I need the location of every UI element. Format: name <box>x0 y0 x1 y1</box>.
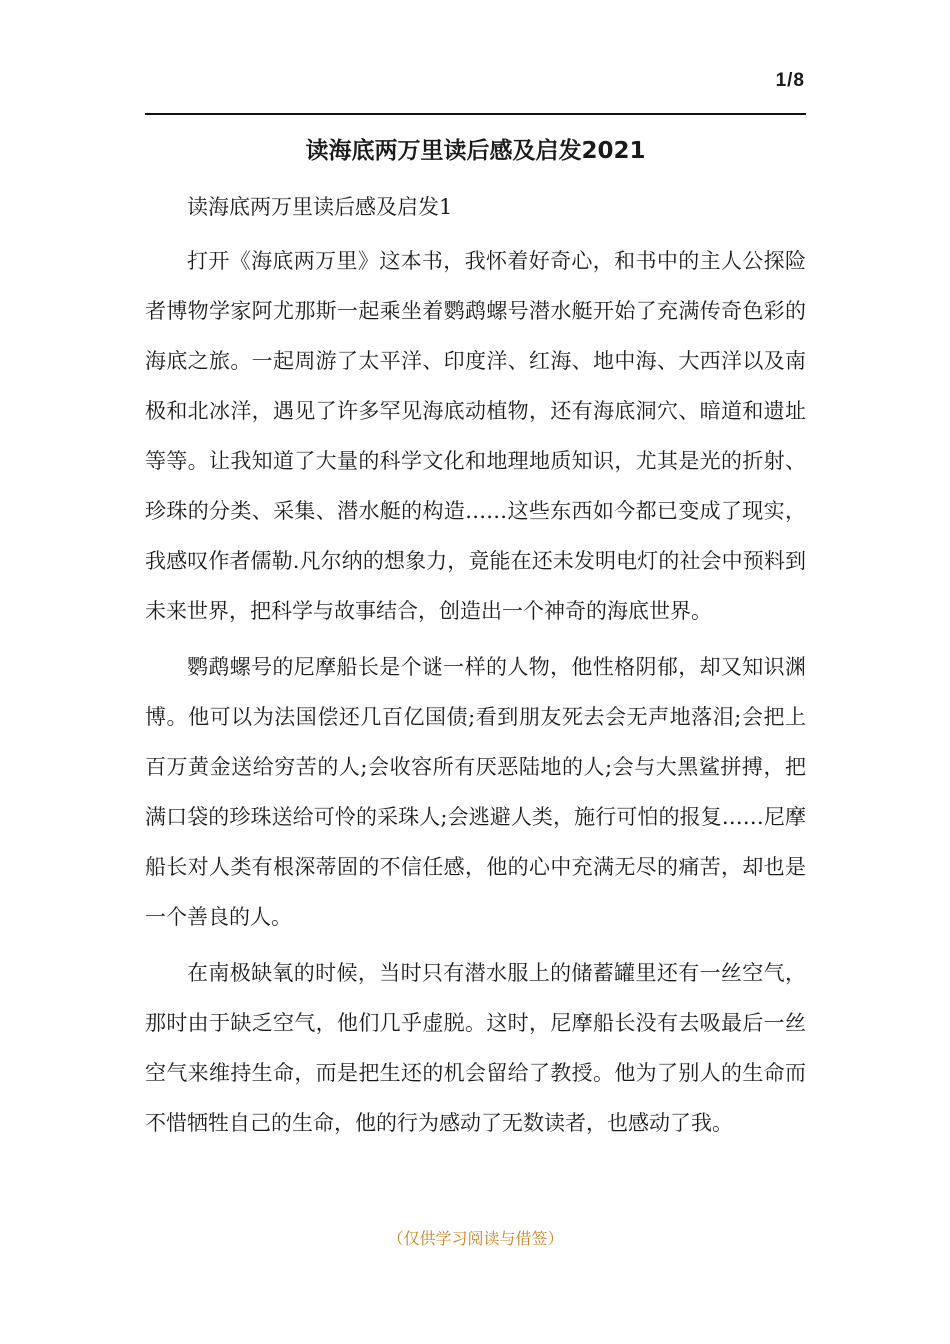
document-body <box>145 182 806 1154</box>
paragraph-2: 鹦鹉螺号的尼摩船长是个谜一样的人物，他性格阴郁，却又知识渊博。他可以为法国偿还几百亿国债;看到朋友死去会无声地落泪;会把上百万黄金送给穷苦的人;会收容所有厌恶陆地的人;会与大黑鲨拼搏，把满口袋的珍珠送给可怜的采珠人;会逃避人类，施行可怕的报复……尼摩船长对人类有根深蒂固的不信任感，他的心中充满无尽的痛苦，却也是一个善良的人。 <box>145 655 806 929</box>
paragraph-1: 打开《海底两万里》这本书，我怀着好奇心，和书中的主人公探险者博物学家阿尤那斯一起乘坐着鹦鹉螺号潜水艇开始了充满传奇色彩的海底之旅。一起周游了太平洋、印度洋、红海、地中海、大西洋以及南极和北冰洋，遇见了许多罕见海底动植物，还有海底洞穴、暗道和遗址等等。让我知道了大量的科学文化和地理地质知识，尤其是光的折射、珍珠的分类、采集、潜水艇的构造……这些东西如今都已变成了现实，我感叹作者儒勒.凡尔纳的想象力，竟能在还未发明电灯的社会中预料到未来世界，把科学与故事结合，创造出一个神奇的海底世界。 <box>145 249 806 623</box>
footer-note: （仅供学习阅读与借签） <box>387 1229 564 1248</box>
header-divider <box>145 113 806 115</box>
page-number: 1/8 <box>775 70 805 91</box>
document-title: 读海底两万里读后感及启发2021 <box>305 138 646 164</box>
paragraph-3: 在南极缺氧的时候，当时只有潜水服上的储蓄罐里还有一丝空气，那时由于缺乏空气，他们几乎虚脱。这时，尼摩船长没有去吸最后一丝空气来维持生命，而是把生还的机会留给了教授。他为了别人的生命而不惜牺牲自己的生命，他的行为感动了无数读者，也感动了我。 <box>145 961 806 1135</box>
section-subtitle: 读海底两万里读后感及启发1 <box>187 195 453 219</box>
